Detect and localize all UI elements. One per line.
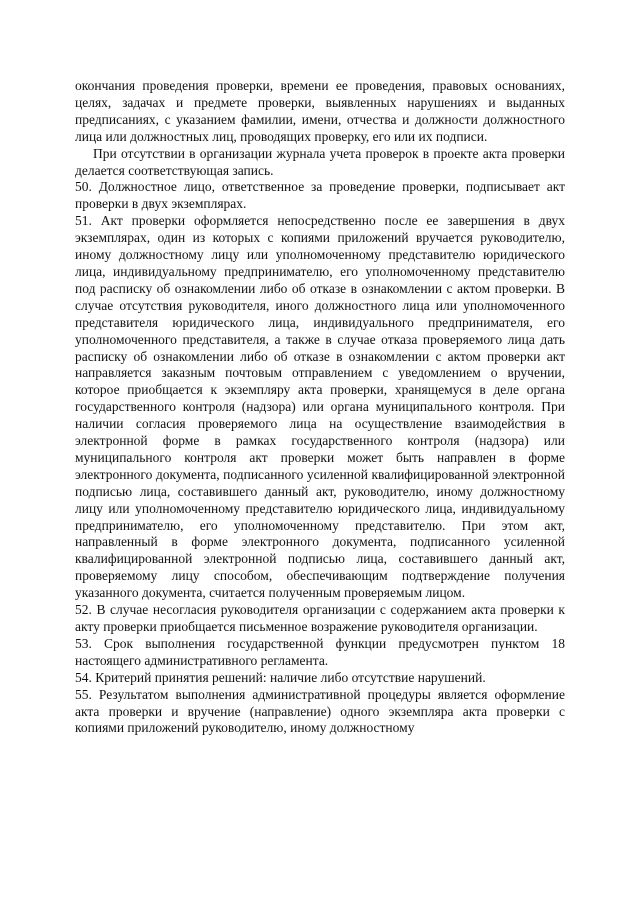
paragraph-51: 51. Акт проверки оформляется непосредственно после ее завершения в двух экземплярах, один из которых с копиями приложений вручается руководителю, иному должностному лицу или уполномоченному представителю юридического лица, индивидуальному предпринимателю, его уполномоченному представителю под расписку об ознакомлении либо об отказе в ознакомлении с актом проверки. В случае отсутствия руководителя, иного должностного лица или уполномоченного представителя юридического лица, индивидуального предпринимателя, его уполномоченного представителя, а также в случае отказа проверяемого лица дать расписку об ознакомлении либо об отказе в ознакомлении с актом проверки акт направляется заказным почтовым отправлением с уведомлением о вручении, которое приобщается к экземпляру акта проверки, хранящемуся в деле органа государственного контроля (надзора) или органа муниципального контроля. При наличии согласия проверяемого лица на осуществление взаимодействия в электронной форме в рамках государственного контроля (надзора) или муниципального контроля акт проверки может быть направлен в форме электронного документа, подписанного усиленной квалифицированной электронной подписью лица, составившего данный акт, руководителю, иному должностному лицу или уполномоченному представителю юридического лица, индивидуальному предпринимателю, его уполномоченному представителю. При этом акт, направленный в форме электронного документа, подписанного усиленной квалифицированной электронной подписью лица, составившего данный акт, проверяемому лицу способом, обеспечивающим подтверждение получения указанного документа, считается полученным проверяемым лицом. [75,213,565,601]
paragraph-53: 53. Срок выполнения государственной функции предусмотрен пунктом 18 настоящего административного регламента. [75,635,565,668]
paragraph-50: 50. Должностное лицо, ответственное за проведение проверки, подписывает акт проверки в двух экземплярах. [75,179,565,212]
paragraph-54: 54. Критерий принятия решений: наличие либо отсутствие нарушений. [75,669,486,685]
paragraph-52: 52. В случае несогласия руководителя организации с содержанием акта проверки к акту проверки приобщается письменное возражение руководителя организации. [75,602,565,634]
paragraph-act-contents: окончания проведения проверки, времени ее проведения, правовых основаниях, целях, задачах и предмете проверки, выявленных нарушениях и выданных предписаниях, с указанием фамилии, имени, отчества и должности должностного лица или должностных лиц, проводящих проверку, его или их подписи. [75,78,565,144]
paragraph-55: 55. Результатом выполнения административной процедуры является оформление акта проверки и вручение (направление) одного экземпляра акта проверки с копиями приложений руководителю, иному должностному [75,686,565,736]
paragraph-no-journal: При отсутствии в организации журнала учета проверок в проекте акта проверки делается соответствующая запись. [75,145,565,178]
document-page [75,78,565,737]
